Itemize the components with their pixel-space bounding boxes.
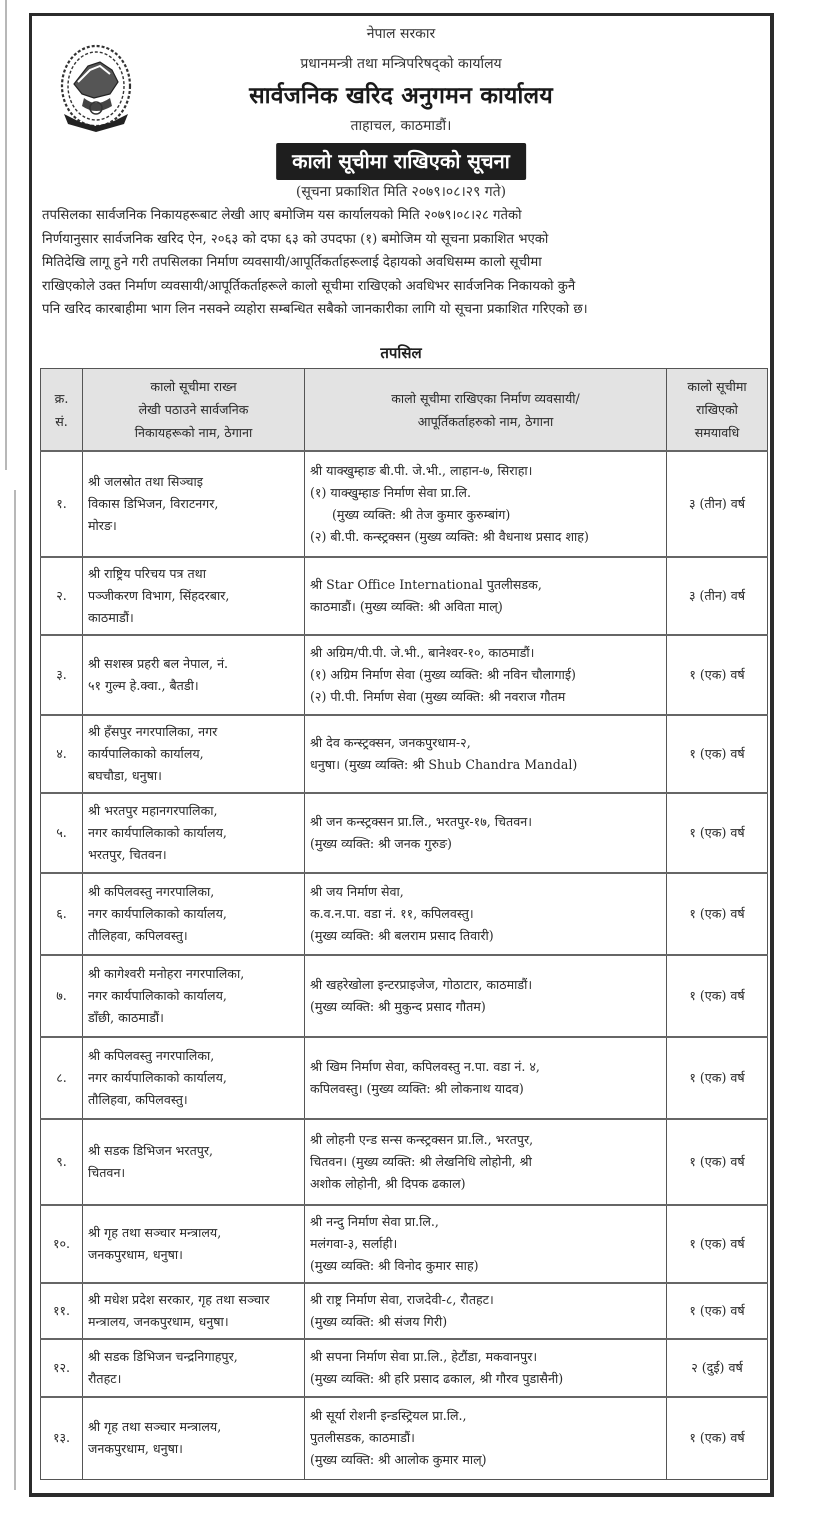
header-serial-number: क्र. सं.	[41, 369, 83, 452]
firm-line: श्री राष्ट्र निर्माण सेवा, राजदेवी-८, रौतहट।	[310, 1292, 494, 1307]
firm-line: (१) याक्खुम्हाङ निर्माण सेवा प्रा.लि.	[310, 485, 471, 500]
entity-line: श्री कपिलवस्तु नगरपालिका,	[88, 884, 215, 899]
entity-line: जनकपुरधाम, धनुषा।	[88, 1247, 183, 1262]
entity-line: श्री जलस्रोत तथा सिञ्चाइ	[88, 474, 203, 489]
government-name: नेपाल सरकार	[366, 26, 436, 42]
row-serial-number: ११.	[41, 1283, 83, 1339]
firm-line: (मुख्य व्यक्ति: श्री संजय गिरी)	[310, 1314, 448, 1329]
table-row	[41, 1119, 768, 1205]
header-duration: कालो सूचीमा राखिएको समयावधि	[667, 369, 768, 452]
row-blacklisted-firm	[305, 1397, 667, 1479]
firm-line: श्री खिम निर्माण सेवा, कपिलवस्तु न.पा. वडा नं. ४,	[310, 1059, 540, 1074]
row-requesting-entity	[83, 557, 305, 635]
notice-title: कालो सूचीमा राखिएको सूचना	[276, 143, 526, 180]
row-blacklist-duration: ३ (तीन) वर्ष	[667, 451, 768, 557]
row-requesting-entity	[83, 635, 305, 715]
row-serial-number: १२.	[41, 1339, 83, 1397]
entity-line: नगर कार्यपालिकाको कार्यालय,	[88, 825, 227, 840]
table-row	[41, 557, 768, 635]
blacklist-notice	[29, 13, 774, 1497]
row-blacklisted-firm	[305, 955, 667, 1037]
table-row	[41, 793, 768, 873]
row-blacklist-duration: १ (एक) वर्ष	[667, 873, 768, 955]
row-blacklist-duration: १ (एक) वर्ष	[667, 1037, 768, 1119]
row-blacklist-duration: १ (एक) वर्ष	[667, 715, 768, 793]
entity-line: कार्यपालिकाको कार्यालय,	[88, 746, 204, 761]
firm-line: (मुख्य व्यक्ति: श्री हरि प्रसाद ढकाल, श्री गौरव पुडासैनी)	[310, 1371, 564, 1386]
row-serial-number: ३.	[41, 635, 83, 715]
notice-body-line: पनि खरिद कारबाहीमा भाग लिन नसक्ने व्यहोरा सम्बन्धित सबैको जानकारीका लागि यो सूचना प्रकाशित गरिएको छ।	[42, 302, 588, 317]
entity-line: डाँछी, काठमाडौं।	[88, 1010, 164, 1025]
row-blacklisted-firm	[305, 1119, 667, 1205]
ministry-name: प्रधानमन्त्री तथा मन्त्रिपरिषद्को कार्यालय	[300, 56, 502, 72]
row-requesting-entity	[83, 451, 305, 557]
entity-line: श्री कागेश्वरी मनोहरा नगरपालिका,	[88, 966, 245, 981]
entity-line: रौतहट।	[88, 1371, 122, 1386]
entity-line: जनकपुरधाम, धनुषा।	[88, 1441, 183, 1457]
table-row	[41, 1037, 768, 1119]
entity-line: ५१ गुल्म हे.क्वा., बैतडी।	[88, 678, 199, 693]
row-requesting-entity	[83, 1205, 305, 1283]
row-serial-number: २.	[41, 557, 83, 635]
firm-line: (२) बी.पी. कन्स्ट्रक्सन (मुख्य व्यक्ति: श्री वैधनाथ प्रसाद शाह)	[310, 529, 589, 544]
row-requesting-entity	[83, 715, 305, 793]
row-blacklisted-firm	[305, 635, 667, 715]
firm-line: (मुख्य व्यक्ति: श्री तेज कुमार कुरुम्बांग)	[332, 507, 511, 522]
entity-line: विकास डिभिजन, विराटनगर,	[88, 496, 219, 511]
firm-line: श्री नन्दु निर्माण सेवा प्रा.लि.,	[310, 1214, 439, 1229]
firm-line: श्री जय निर्माण सेवा,	[310, 884, 404, 899]
firm-line: श्री Star Office International पुतलीसडक,	[310, 577, 542, 592]
table-header-row	[41, 369, 768, 452]
row-requesting-entity	[83, 955, 305, 1037]
row-requesting-entity	[83, 1397, 305, 1479]
row-blacklist-duration: १ (एक) वर्ष	[667, 1397, 768, 1479]
blacklist-table	[40, 368, 768, 1480]
row-serial-number: ७.	[41, 955, 83, 1037]
firm-line: श्री सूर्या रोशनी इन्डस्ट्रियल प्रा.लि.,	[310, 1408, 467, 1424]
row-blacklisted-firm	[305, 793, 667, 873]
firm-line: (मुख्य व्यक्ति: श्री जनक गुरुङ)	[310, 836, 452, 851]
entity-line: श्री कपिलवस्तु नगरपालिका,	[88, 1048, 215, 1063]
table-row	[41, 635, 768, 715]
firm-line: (मुख्य व्यक्ति: श्री बलराम प्रसाद तिवारी)	[310, 928, 494, 943]
row-blacklist-duration: ३ (तीन) वर्ष	[667, 557, 768, 635]
notice-body-line: निर्णयानुसार सार्वजनिक खरिद ऐन, २०६३ को दफा ६३ को उपदफा (१) बमोजिम यो सूचना प्रकाशित भएको	[42, 231, 549, 247]
firm-line: धनुषा। (मुख्य व्यक्ति: श्री Shub Chandra Mandal)	[310, 757, 578, 772]
entity-line: मन्त्रालय, जनकपुरधाम, धनुषा।	[88, 1314, 229, 1329]
table-row	[41, 1339, 768, 1397]
firm-line: श्री अग्रिम/पी.पी. जे.भी., बानेश्वर-१०, काठमाडौं।	[310, 645, 535, 660]
firm-line: कपिलवस्तु। (मुख्य व्यक्ति: श्री लोकनाथ यादव)	[310, 1081, 524, 1096]
firm-line: पुतलीसडक, काठमाडौं।	[310, 1430, 415, 1446]
firm-line: चितवन। (मुख्य व्यक्ति: श्री लेखनिधि लोहोनी, श्री	[310, 1154, 532, 1169]
table-row	[41, 1283, 768, 1339]
row-requesting-entity	[83, 873, 305, 955]
row-blacklisted-firm	[305, 1205, 667, 1283]
header-requesting-entity: कालो सूचीमा राख्न लेखी पठाउने सार्वजनिक निकायहरूको नाम, ठेगाना	[83, 369, 305, 452]
row-serial-number: ६.	[41, 873, 83, 955]
schedule-title: तपसिल	[380, 344, 422, 362]
firm-line: (मुख्य व्यक्ति: श्री मुकुन्द प्रसाद गौतम)	[310, 999, 486, 1014]
entity-line: भरतपुर, चितवन।	[88, 847, 167, 862]
entity-line: श्री मधेश प्रदेश सरकार, गृह तथा सञ्चार	[88, 1292, 270, 1307]
entity-line: श्री सडक डिभिजन भरतपुर,	[88, 1143, 214, 1158]
firm-line: (मुख्य व्यक्ति: श्री विनोद कुमार साह)	[310, 1258, 479, 1273]
row-requesting-entity	[83, 1037, 305, 1119]
entity-line: बघचौडा, धनुषा।	[88, 768, 162, 783]
firm-line: क.व.न.पा. वडा नं. ११, कपिलवस्तु।	[310, 906, 474, 921]
header-blacklisted-firm: कालो सूचीमा राखिएका निर्माण व्यवसायी/ आपूर्तिकर्ताहरुको नाम, ठेगाना	[305, 369, 667, 452]
notice-body-line: तपसिलका सार्वजनिक निकायहरूबाट लेखी आए बमोजिम यस कार्यालयको मिति २०७९।०८।२८ गतेको	[42, 208, 522, 223]
row-blacklisted-firm	[305, 715, 667, 793]
entity-line: नगर कार्यपालिकाको कार्यालय,	[88, 988, 227, 1003]
page-edge-line	[5, 0, 7, 470]
entity-line: श्री सशस्त्र प्रहरी बल नेपाल, नं.	[88, 656, 229, 671]
firm-line: श्री देव कन्स्ट्रक्सन, जनकपुरधाम-२,	[310, 735, 471, 750]
row-blacklist-duration: १ (एक) वर्ष	[667, 1283, 768, 1339]
row-serial-number: ५.	[41, 793, 83, 873]
notice-body	[42, 204, 758, 322]
firm-line: श्री खहरेखोला इन्टरप्राइजेज, गोठाटार, काठमाडौं।	[310, 977, 533, 992]
entity-line: श्री हँसपुर नगरपालिका, नगर	[88, 724, 218, 739]
firm-line: काठमाडौं। (मुख्य व्यक्ति: श्री अविता माल्)	[310, 599, 503, 614]
row-blacklisted-firm	[305, 873, 667, 955]
entity-line: तौलिहवा, कपिलवस्तु।	[88, 928, 188, 943]
entity-line: श्री गृह तथा सञ्चार मन्त्रालय,	[88, 1225, 222, 1240]
entity-line: तौलिहवा, कपिलवस्तु।	[88, 1092, 188, 1107]
entity-line: श्री भरतपुर महानगरपालिका,	[88, 803, 218, 818]
notice-body-line: मितिदेखि लागू हुने गरी तपसिलका निर्माण व्यवसायी/आपूर्तिकर्ताहरूलाई देहायको अवधिसम्म कालो सूचीमा	[42, 255, 542, 270]
table-row	[41, 1397, 768, 1479]
firm-line: श्री लोहनी एन्ड सन्स कन्स्ट्रक्सन प्रा.लि., भरतपुर,	[310, 1132, 534, 1147]
firm-line: श्री याक्खुम्हाङ बी.पी. जे.भी., लाहान-७, सिराहा।	[310, 463, 533, 478]
notice-body-line: राखिएकोले उक्त निर्माण व्यवसायी/आपूर्तिकर्ताहरूले कालो सूचीमा राखिएको अवधिभर सार्वजनिक निकायको कुनै	[42, 278, 576, 294]
row-serial-number: १.	[41, 451, 83, 557]
row-blacklisted-firm	[305, 557, 667, 635]
row-serial-number: १३.	[41, 1397, 83, 1479]
table-row	[41, 715, 768, 793]
firm-line: (मुख्य व्यक्ति: श्री आलोक कुमार माल्)	[310, 1452, 487, 1468]
firm-line: श्री जन कन्स्ट्रक्सन प्रा.लि., भरतपुर-१७, चितवन।	[310, 814, 532, 829]
row-blacklist-duration: १ (एक) वर्ष	[667, 1119, 768, 1205]
entity-line: नगर कार्यपालिकाको कार्यालय,	[88, 906, 227, 921]
page-edge-line	[14, 490, 16, 1490]
row-blacklist-duration: १ (एक) वर्ष	[667, 635, 768, 715]
entity-line: पञ्जीकरण विभाग, सिंहदरबार,	[88, 588, 230, 603]
row-requesting-entity	[83, 1339, 305, 1397]
office-name: सार्वजनिक खरिद अनुगमन कार्यालय	[249, 82, 553, 109]
table-row	[41, 1205, 768, 1283]
office-address: ताहाचल, काठमाडौं।	[350, 118, 452, 134]
row-blacklist-duration: १ (एक) वर्ष	[667, 1205, 768, 1283]
row-blacklisted-firm	[305, 451, 667, 557]
row-serial-number: ८.	[41, 1037, 83, 1119]
entity-line: नगर कार्यपालिकाको कार्यालय,	[88, 1070, 227, 1085]
table-row	[41, 873, 768, 955]
row-blacklisted-firm	[305, 1339, 667, 1397]
entity-line: मोरङ।	[88, 518, 117, 533]
row-blacklist-duration: २ (दुई) वर्ष	[667, 1339, 768, 1397]
entity-line: श्री गृह तथा सञ्चार मन्त्रालय,	[88, 1419, 222, 1435]
row-blacklist-duration: १ (एक) वर्ष	[667, 955, 768, 1037]
firm-line: अशोक लोहोनी, श्री दिपक ढकाल)	[310, 1176, 466, 1191]
table-row	[41, 955, 768, 1037]
firm-line: मलंगवा-३, सर्लाही।	[310, 1236, 398, 1251]
row-serial-number: १०.	[41, 1205, 83, 1283]
published-date: (सूचना प्रकाशित मिति २०७९।०८।२९ गते)	[295, 184, 507, 200]
row-requesting-entity	[83, 793, 305, 873]
row-blacklisted-firm	[305, 1283, 667, 1339]
entity-line: चितवन।	[88, 1165, 126, 1180]
entity-line: काठमाडौं।	[88, 610, 134, 625]
row-blacklist-duration: १ (एक) वर्ष	[667, 793, 768, 873]
table-row	[41, 451, 768, 557]
row-serial-number: ४.	[41, 715, 83, 793]
row-requesting-entity	[83, 1119, 305, 1205]
entity-line: श्री सडक डिभिजन चन्द्रनिगाहपुर,	[88, 1349, 238, 1364]
firm-line: (१) अग्रिम निर्माण सेवा (मुख्य व्यक्ति: श्री नविन चौलागाई)	[310, 667, 576, 682]
entity-line: श्री राष्ट्रिय परिचय पत्र तथा	[88, 566, 206, 581]
row-blacklisted-firm	[305, 1037, 667, 1119]
row-serial-number: ९.	[41, 1119, 83, 1205]
firm-line: (२) पी.पी. निर्माण सेवा (मुख्य व्यक्ति: श्री नवराज गौतम	[310, 689, 566, 704]
row-requesting-entity	[83, 1283, 305, 1339]
firm-line: श्री सपना निर्माण सेवा प्रा.लि., हेटौंडा, मकवानपुर।	[310, 1349, 538, 1364]
